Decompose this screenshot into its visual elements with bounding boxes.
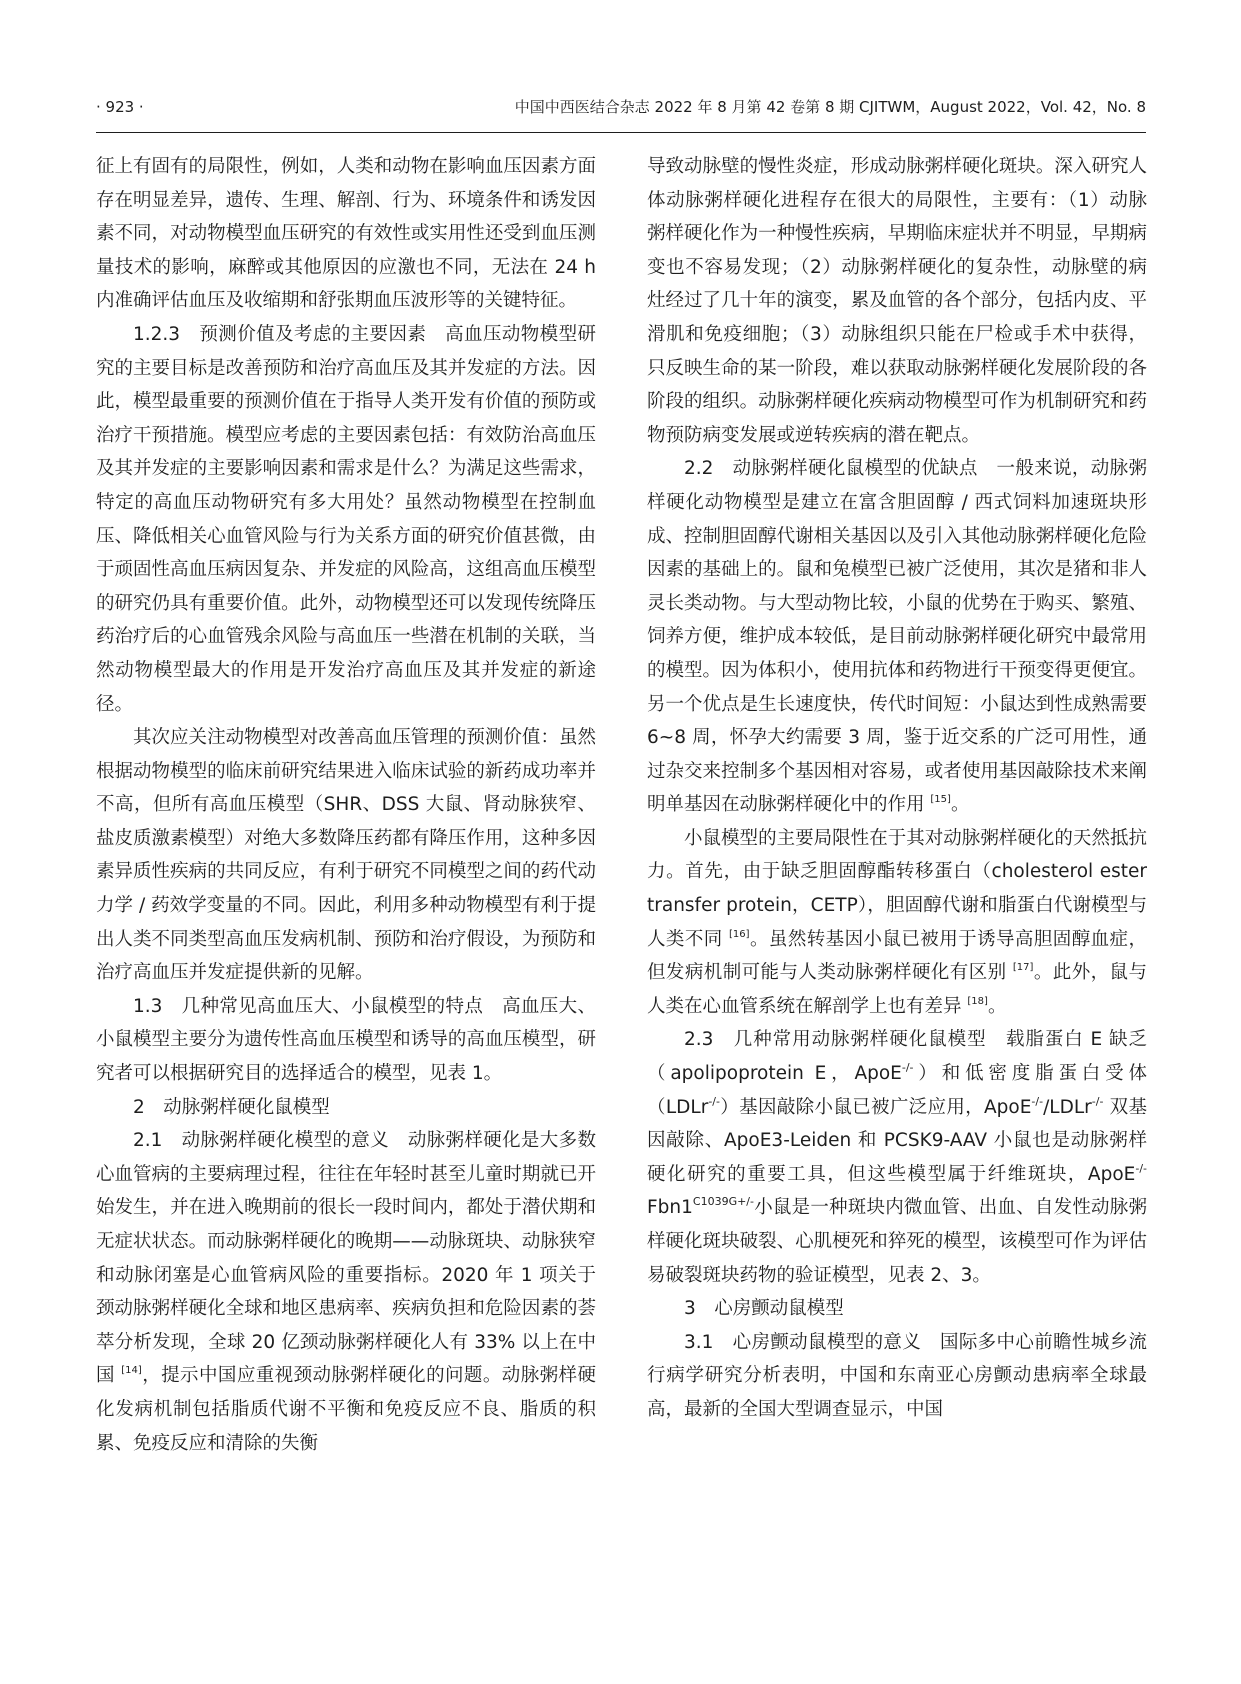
- text-span: 2.3 几种常用动脉粥样硬化鼠模型 载脂蛋白 E 缺乏（apolipoprotein E，ApoE: [647, 1029, 1147, 1085]
- citation-ref: [18]: [967, 995, 988, 1007]
- citation-ref: [15]: [930, 794, 951, 806]
- section-2-2-paragraph: [647, 452, 1147, 822]
- section-1-2-3-paragraph: 1.2.3 预测价值及考虑的主要因素 高血压动物模型研究的主要目标是改善预防和治疗高血压及其并发症的方法。因此，模型最重要的预测价值在于指导人类开发有价值的预防或治疗干预措施。模型应考虑的主要因素包括：有效防治高血压及其并发症的主要影响因素和需求是什么？为满足这些需求，特定的高血压动物研究有多大用处？虽然动物模型在控制血压、降低相关心血管风险与行为关系方面的研究价值甚微，由于顽固性高血压病因复杂、并发症的风险高，这组高血压模型的研究仍具有重要价值。此外，动物模型还可以发现传统降压药治疗后的心血管残余风险与高血压一些潜在机制的关联，当然动物模型最大的作用是开发治疗高血压及其并发症的新途径。: [96, 323, 596, 715]
- text-span: ）和低密度脂蛋白受体（LDLr: [647, 1063, 1147, 1118]
- text-span: 。此外，鼠与人类在心血管系统在解剖学上也有差异: [647, 962, 1147, 1017]
- section-3-1-paragraph: 3.1 心房颤动鼠模型的意义 国际多中心前瞻性城乡流行病学研究分析表明，中国和东南亚心房颤动患病率全球最高，最新的全国大型调查显示，中国: [647, 1331, 1147, 1420]
- superscript: -/-: [1031, 1094, 1044, 1108]
- text-span: 2.1 动脉粥样硬化模型的意义 动脉粥样硬化是大多数心血管病的主要病理过程，往往在年轻时甚至儿童时期就已开始发生，并在进入晚期前的很长一段时间内，都处于潜伏期和无症状状态。而动脉粥样硬化的晚期——动脉斑块、动脉狭窄和动脉闭塞是心血管病风险的重要指标。2020 年 1 项关于颈动脉粥样硬化全球和地区患病率、疾病负担和危险因素的荟萃分析发现，全球 20 亿颈动脉粥样硬化人有 33% 以上在中国: [96, 1130, 596, 1387]
- section-2-3-paragraph: [647, 1023, 1147, 1292]
- superscript: -/-: [1135, 1161, 1147, 1175]
- text-span: ）基因敲除小鼠已被广泛应用，ApoE: [719, 1096, 1032, 1118]
- text-span: 小鼠是一种斑块内微血管、出血、自发性动脉粥样硬化斑块破裂、心肌梗死和猝死的模型，该模型可作为评估易破裂斑块药物的验证模型，见表 2、3。: [647, 1197, 1147, 1286]
- running-header: [96, 94, 1146, 120]
- text-span: 。: [987, 995, 1007, 1017]
- text-span: 。: [950, 794, 970, 816]
- superscript: C1039G+/-: [692, 1195, 754, 1209]
- text-span: Fbn1: [647, 1197, 693, 1219]
- citation-ref: [17]: [1012, 962, 1034, 974]
- paragraph: 导致动脉壁的慢性炎症，形成动脉粥样硬化斑块。深入研究人体动脉粥样硬化进程存在很大的局限性，主要有：（1）动脉粥样硬化作为一种慢性疾病，早期临床症状并不明显，早期病变也不容易发现；（2）动脉粥样硬化的复杂性，动脉壁的病灶经过了几十年的演变，累及血管的各个部分，包括内皮、平滑肌和免疫细胞；（3）动脉组织只能在尸检或手术中获得，只反映生命的某一阶段，难以获取动脉粥样硬化发展阶段的各阶段的组织。动脉粥样硬化疾病动物模型可作为机制研究和药物预防病变发展或逆转疾病的潜在靶点。: [647, 156, 1147, 446]
- text-span: 双基因敲除、ApoE3-Leiden 和 PCSK9-AAV 小鼠也是动脉粥样硬化研究的重要工具，但这些模型属于纤维斑块，ApoE: [647, 1096, 1147, 1185]
- text-span: /LDLr: [1043, 1096, 1092, 1118]
- superscript: -/-: [708, 1094, 720, 1108]
- page-number: · 923 ·: [96, 98, 144, 116]
- paragraph: [647, 822, 1147, 1024]
- header-rule: [96, 132, 1146, 133]
- section-heading-3: 3 心房颤动鼠模型: [684, 1298, 844, 1320]
- section-heading-2: 2 动脉粥样硬化鼠模型: [133, 1096, 330, 1118]
- section-2-1-paragraph: [96, 1124, 596, 1460]
- paragraph: 征上有固有的局限性，例如，人类和动物在影响血压因素方面存在明显差异，遗传、生理、解剖、行为、环境条件和诱发因素不同，对动物模型血压研究的有效性或实用性还受到血压测量技术的影响，麻醉或其他原因的应激也不同，无法在 24 h 内准确评估血压及收缩期和舒张期血压波形等的关键特征。: [96, 156, 596, 312]
- text-span: 2.2 动脉粥样硬化鼠模型的优缺点 一般来说，动脉粥样硬化动物模型是建立在富含胆固醇 / 西式饲料加速斑块形成、控制胆固醇代谢相关基因以及引入其他动脉粥样硬化危险因素的基础上的。鼠和兔模型已被广泛使用，其次是猪和非人灵长类动物。与大型动物比较，小鼠的优势在于购买、繁殖、饲养方便，维护成本较低，是目前动脉粥样硬化研究中最常用的模型。因为体积小，使用抗体和药物进行干预变得更便宜。另一个优点是生长速度快，传代时间短：小鼠达到性成熟需要 6~8 周，怀孕大约需要 3 周，鉴于近交系的广泛可用性，通过杂交来控制多个基因相对容易，或者使用基因敲除技术来阐明单基因在动脉粥样硬化中的作用: [647, 458, 1147, 816]
- superscript: -/-: [901, 1061, 914, 1075]
- superscript: -/-: [1091, 1094, 1104, 1108]
- citation-ref: [14]: [121, 1365, 142, 1377]
- text-span: 。虽然转基因小鼠已被用于诱导高胆固醇血症，但发病机制可能与人类动脉粥样硬化有区别: [647, 928, 1147, 984]
- journal-citation: 中国中西医结合杂志 2022 年 8 月第 42 卷第 8 期 CJITWM，August 2022，Vol. 42，No. 8: [514, 98, 1146, 116]
- left-column: [96, 150, 596, 1460]
- text-span: ，提示中国应重视颈动脉粥样硬化的问题。动脉粥样硬化发病机制包括脂质代谢不平衡和免疫反应不良、脂质的积累、免疫反应和清除的失衡: [96, 1365, 596, 1454]
- citation-ref: [16]: [729, 928, 750, 940]
- paragraph: 其次应关注动物模型对改善高血压管理的预测价值：虽然根据动物模型的临床前研究结果进入临床试验的新药成功率并不高，但所有高血压模型（SHR、DSS 大鼠、肾动脉狭窄、盐皮质激素模型）对绝大多数降压药都有降压作用，这种多因素异质性疾病的共同反应，有利于研究不同模型之间的药代动力学 / 药效学变量的不同。因此，利用多种动物模型有利于提出人类不同类型高血压发病机制、预防和治疗假设，为预防和治疗高血压并发症提供新的见解。: [96, 727, 596, 984]
- section-1-3-paragraph: 1.3 几种常见高血压大、小鼠模型的特点 高血压大、小鼠模型主要分为遗传性高血压模型和诱导的高血压模型，研究者可以根据研究目的选择适合的模型，见表 1。: [96, 995, 596, 1085]
- right-column: [647, 150, 1147, 1427]
- text-span: 小鼠模型的主要局限性在于其对动脉粥样硬化的天然抵抗力。首先，由于缺乏胆固醇酯转移蛋白（cholesterol ester transfer protein，CETP），胆固醇代谢和脂蛋白代谢模型与人类不同: [647, 827, 1147, 950]
